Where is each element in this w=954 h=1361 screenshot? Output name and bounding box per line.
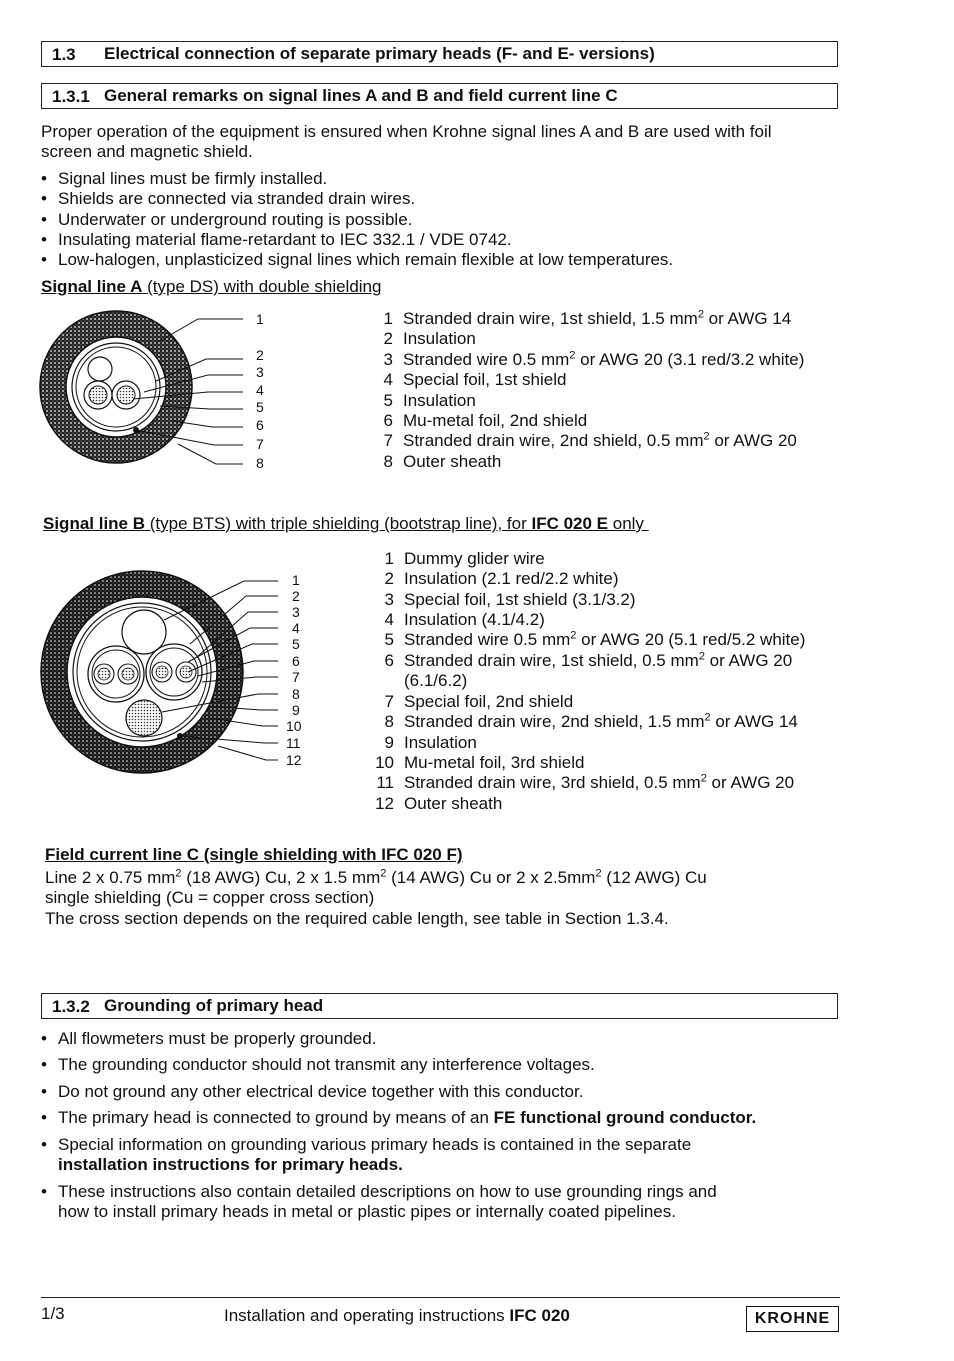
- legend-item: 2 Insulation (2.1 red/2.2 white): [384, 569, 619, 588]
- bullet-dot: •: [41, 189, 47, 208]
- section-title: Grounding of primary head: [104, 996, 324, 1015]
- diagram-label: 10: [286, 718, 302, 734]
- section-1-3-2-header: [41, 993, 838, 1019]
- legend-item: 7 Special foil, 2nd shield: [384, 692, 574, 711]
- section-number: 1.3.2: [52, 997, 90, 1016]
- diagram-label: 5: [292, 636, 300, 652]
- legend-item: 11 Stranded drain wire, 3rd shield, 0.5 $mm^2$ or AWG 20: [376, 772, 795, 792]
- legend-item: 3 Stranded wire 0.5 $mm^2$ or AWG 20 (3.1 red/3.2 white): [383, 349, 805, 369]
- diagram-label: 7: [292, 669, 300, 685]
- bullet-dot: •: [41, 1135, 47, 1154]
- line-c-note: The cross section depends on the required cable length, see table in Section 1.3.4.: [45, 909, 669, 928]
- legend-item: 4 Insulation (4.1/4.2): [384, 610, 545, 629]
- diagram-label: 4: [292, 620, 300, 636]
- section-1-3-header: [41, 41, 838, 67]
- diagram-label: 11: [286, 735, 301, 751]
- bullet-dot: •: [41, 1082, 47, 1101]
- diagram-label: 3: [292, 604, 300, 620]
- diagram-label: 2: [292, 588, 300, 604]
- legend-item: 12 Outer sheath: [375, 794, 503, 813]
- legend-item: 5 Stranded wire 0.5 $mm^2$ or AWG 20 (5.1 red/5.2 white): [384, 629, 806, 649]
- line-c-spec: Line 2 x 0.75 $mm^2$ (18 AWG) Cu, 2 x 1.5 $mm^2$ (14 AWG) Cu or 2 x $2.5mm^2$ (12 AWG) Cu: [45, 867, 707, 887]
- section-number: 1.3.1: [52, 87, 90, 106]
- legend-item-continuation: (6.1/6.2): [404, 671, 468, 690]
- legend-item: 3 Special foil, 1st shield (3.1/3.2): [384, 590, 636, 609]
- section-title: General remarks on signal lines A and B and field current line C: [104, 86, 618, 105]
- legend-item: 5 Insulation: [383, 391, 476, 410]
- section-number: 1.3: [52, 45, 76, 64]
- diagram-label: 12: [286, 752, 302, 768]
- footer-rule: [41, 1297, 840, 1298]
- legend-item: 7 Stranded drain wire, 2nd shield, 0.5 $mm^2$ or AWG 20: [383, 430, 797, 450]
- intro-line: Proper operation of the equipment is ensured when Krohne signal lines A and B are used with foil: [41, 122, 772, 141]
- bullet-dot: •: [41, 1055, 47, 1074]
- legend-item: 9 Insulation: [384, 733, 477, 752]
- signal-line-b-cross-section: [38, 568, 308, 778]
- field-current-line-c-heading: Field current line C (single shielding with IFC 020 F): [45, 845, 463, 864]
- legend-item: 10 Mu-metal foil, 3rd shield: [375, 753, 585, 772]
- krohne-logo: KROHNE: [746, 1306, 839, 1332]
- diagram-label: 8: [256, 455, 264, 471]
- page-number: 1/3: [41, 1304, 65, 1323]
- bullet-dot: •: [41, 250, 47, 269]
- bullet-dot: •: [41, 1108, 47, 1127]
- diagram-label: 6: [256, 417, 264, 433]
- intro-line: screen and magnetic shield.: [41, 142, 253, 161]
- signal-line-a-cross-section: [38, 306, 273, 476]
- diagram-label: 2: [256, 347, 264, 363]
- bullet-dot: •: [41, 230, 47, 249]
- legend-item: 4 Special foil, 1st shield: [383, 370, 567, 389]
- bullet-dot: •: [41, 169, 47, 188]
- line-c-shielding: single shielding (Cu = copper cross section): [45, 888, 375, 907]
- signal-line-a-heading: Signal line A (type DS) with double shielding: [41, 277, 382, 296]
- diagram-label: 4: [256, 382, 264, 398]
- legend-item: 2 Insulation: [383, 329, 476, 348]
- diagram-label: 1: [256, 311, 264, 327]
- diagram-label: 1: [292, 572, 300, 588]
- bullet-dot: •: [41, 1029, 47, 1048]
- legend-item: 8 Stranded drain wire, 2nd shield, 1.5 $mm^2$ or AWG 14: [384, 711, 798, 731]
- section-title: Electrical connection of separate primary heads (F- and E- versions): [104, 44, 655, 63]
- diagram-label: 5: [256, 399, 264, 415]
- diagram-label: 6: [292, 653, 300, 669]
- signal-line-b-heading: Signal line B (type BTS) with triple shielding (bootstrap line), for IFC 020 E only: [43, 514, 649, 533]
- intro-paragraph: [41, 122, 772, 162]
- legend-item: 8 Outer sheath: [383, 452, 502, 471]
- document-title: Installation and operating instructions IFC 020: [224, 1306, 570, 1325]
- bullet-dot: •: [41, 210, 47, 229]
- bullet-dot: •: [41, 1182, 47, 1201]
- diagram-label: 3: [256, 364, 264, 380]
- diagram-label: 9: [292, 702, 300, 718]
- diagram-label: 8: [292, 686, 300, 702]
- diagram-label: 7: [256, 436, 264, 452]
- legend-item: 1 Dummy glider wire: [384, 549, 545, 568]
- legend-item: 1 Stranded drain wire, 1st shield, 1.5 $mm^2$ or AWG 14: [383, 308, 792, 328]
- legend-item: 6 Stranded drain wire, 1st shield, 0.5 $mm^2$ or AWG 20: [384, 650, 793, 670]
- section-1-3-1-header: [41, 83, 838, 109]
- legend-item: 6 Mu-metal foil, 2nd shield: [383, 411, 588, 430]
